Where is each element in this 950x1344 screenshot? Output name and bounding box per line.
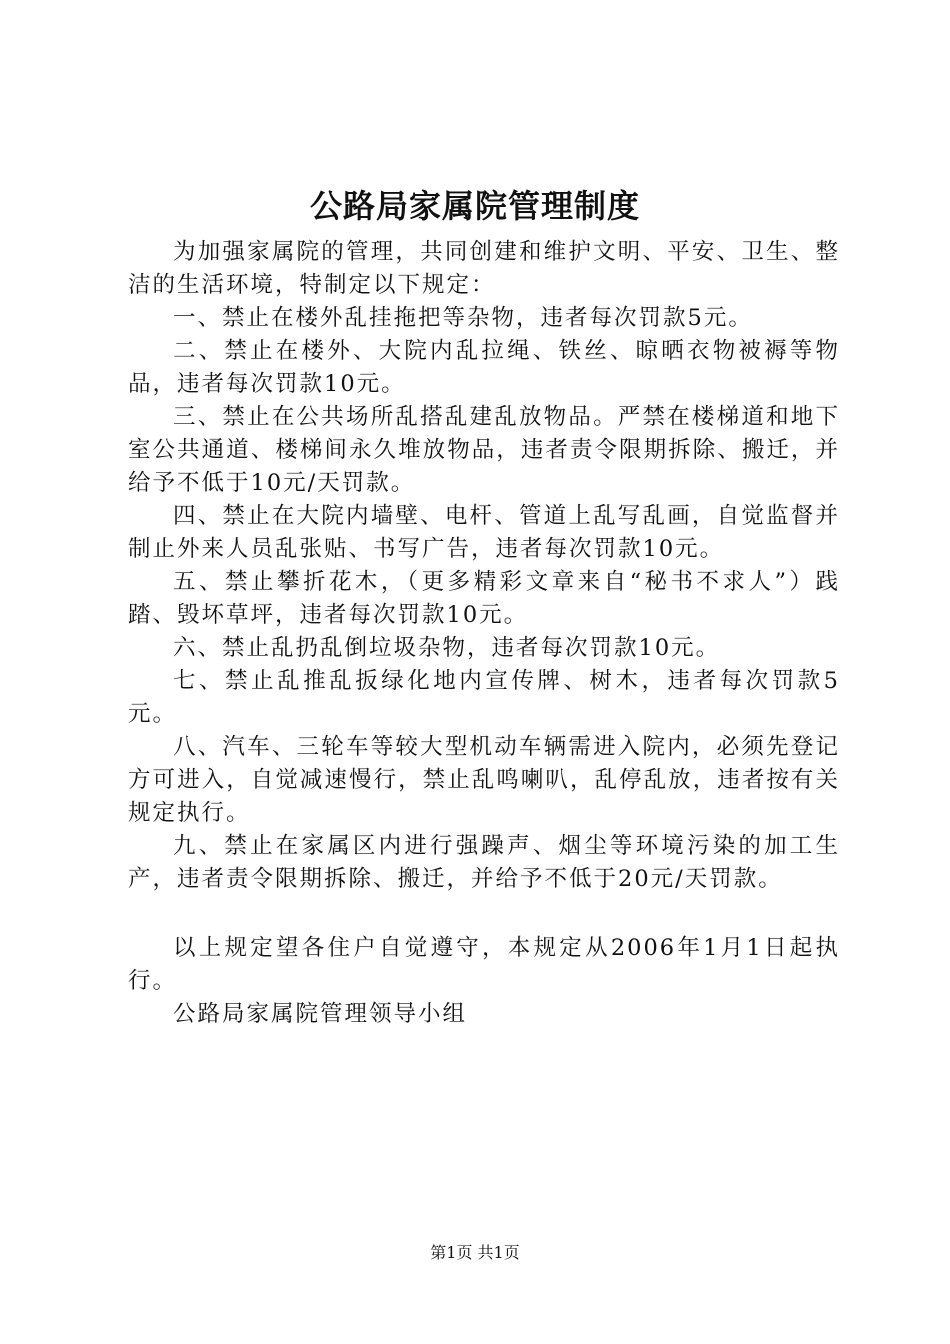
page-footer: 第1页 共1页 xyxy=(430,1243,520,1262)
rule-2: 二、禁止在楼外、大院内乱拉绳、铁丝、晾晒衣物被褥等物品，违者每次罚款10元。 xyxy=(128,338,840,397)
rule-4: 四、禁止在大院内墙壁、电杆、管道上乱写乱画，自觉监督并制止外来人员乱张贴、书写广告，违者每次罚款10元。 xyxy=(128,503,840,562)
intro-paragraph: 为加强家属院的管理，共同创建和维护文明、平安、卫生、整洁的生活环境，特制定以下规定： xyxy=(128,239,840,298)
rule-3: 三、禁止在公共场所乱搭乱建乱放物品。严禁在楼梯道和地下室公共通道、楼梯间永久堆放物品，违者责令限期拆除、搬迁，并给予不低于10元/天罚款。 xyxy=(128,404,840,496)
rule-1: 一、禁止在楼外乱挂拖把等杂物，违者每次罚款5元。 xyxy=(173,305,753,331)
document-body xyxy=(128,236,840,1031)
closing-paragraph: 以上规定望各住户自觉遵守，本规定从2006年1月1日起执行。 xyxy=(128,935,840,994)
rule-8: 八、汽车、三轮车等较大型机动车辆需进入院内，必须先登记方可进入，自觉减速慢行，禁止乱鸣喇叭，乱停乱放，违者按有关规定执行。 xyxy=(128,734,840,826)
rule-5: 五、禁止攀折花木，（更多精彩文章来自“秘书不求人”）践踏、毁坏草坪，违者每次罚款10元。 xyxy=(128,569,840,628)
rule-9: 九、禁止在家属区内进行强躁声、烟尘等环境污染的加工生产，违者责令限期拆除、搬迁，并给予不低于20元/天罚款。 xyxy=(128,833,840,892)
document-title: 公路局家属院管理制度 xyxy=(309,187,640,225)
rule-7: 七、禁止乱推乱扳绿化地内宣传牌、树木，违者每次罚款5元。 xyxy=(128,668,840,727)
paragraph-spacer xyxy=(128,896,840,932)
signature-line: 公路局家属院管理领导小组 xyxy=(173,1001,468,1027)
rule-6: 六、禁止乱扔乱倒垃圾杂物，违者每次罚款10元。 xyxy=(173,635,721,661)
